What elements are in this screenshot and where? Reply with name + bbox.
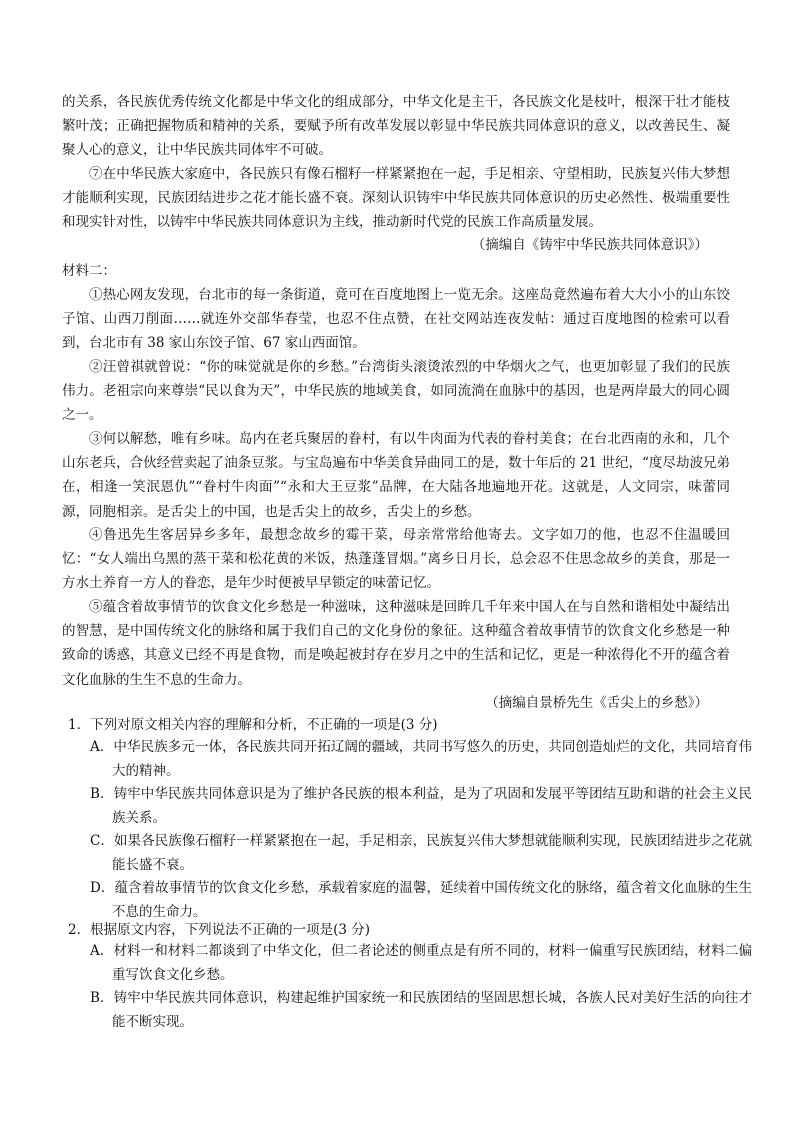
material1-paragraph-7: ⑦在中华民族大家庭中，各民族只有像石榴籽一样紧紧抱在一起，手足相亲、守望相助，民族复兴伟大梦想才能顺利实现，民族团结进步之花才能长盛不衰。深刻认识铸牢中华民族共同体意识的历史必然性、极端重要性和现实针对性，以铸牢中华民族共同体意识为主线，推动新时代党的民族工作高质量发展。 [62,166,730,231]
material2-paragraph-3: ③何以解愁，唯有乡味。岛内在老兵聚居的眷村，有以牛肉面为代表的眷村美食；在台北西南的永和，几个山东老兵，合伙经营卖起了油条豆浆。与宝岛遍布中华美食异曲同工的是，数十年后的 21 世纪，“度尽劫波兄弟在，相逢一笑泯恩仇”“眷村牛肉面”“永和大王豆浆”品牌，在大陆各地遍地开花。这就是，人文同宗，味蕾同源，同胞相亲。是舌尖上的中国，也是舌尖上的故乡，舌尖上的乡愁。 [62,431,730,520]
question-2-option-a: A．材料一和材料二都谈到了中华文化，但二者论述的侧重点是有所不同的，材料一偏重写民族团结，材料二偏重写饮食文化乡愁。 [90,943,752,983]
material1-source: （摘编自《铸牢中华民族共同体意识》） [471,237,708,253]
material1-paragraph-continued: 的关系，各民族优秀传统文化都是中华文化的组成部分，中华文化是主干，各民族文化是枝叶，根深干壮才能枝繁叶茂；正确把握物质和精神的关系，要赋予所有改革发展以彰显中华民族共同体意识的意义，以改善民生、凝聚人心的意义，让中华民族共同体牢不可破。 [62,94,730,159]
material2-paragraph-4: ④鲁迅先生客居异乡多年，最想念故乡的霉干菜，母亲常常给他寄去。文字如刀的他，也忍不住温暖回忆：“女人端出乌黑的蒸干菜和松花黄的米饭，热蓬蓬冒烟。”离乡日月长，总会忍不住思念故乡的美食，那是一方水土养育一方人的眷恋，是年少时便被早早锁定的味蕾记忆。 [62,527,730,592]
material2-paragraph-1: ①热心网友发现，台北市的每一条街道，竟可在百度地图上一览无余。这座岛竟然遍布着大大小小的山东饺子馆、山西刀削面……就连外交部华春莹，也忍不住点赞，在社交网站连夜发帖：通过百度地图的检索可以看到，台北市有 38 家山东饺子馆、67 家山西面馆。 [62,287,730,352]
question-2-stem: 2．根据原文内容，下列说法不正确的一项是(3 分) [68,922,371,938]
question-1-stem: 1．下列对原文相关内容的理解和分析，不正确的一项是(3 分) [68,717,438,733]
material2-label: 材料二： [62,263,116,279]
question-2-option-b: B．铸牢中华民族共同体意识，构建起维护国家统一和民族团结的坚固思想长城，各族人民对美好生活的向往才能不断实现。 [90,990,752,1030]
question-1-option-c: C．如果各民族像石榴籽一样紧紧抱在一起，手足相亲，民族复兴伟大梦想就能顺利实现，民族团结进步之花就能长盛不衰。 [90,833,752,873]
question-1-option-b: B．铸牢中华民族共同体意识是为了维护各民族的根本利益，是为了巩固和发展平等团结互助和谐的社会主义民族关系。 [90,786,752,826]
material2-paragraph-5: ⑤蕴含着故事情节的饮食文化乡愁是一种滋味，这种滋味是回眸几千年来中国人在与自然和谐相处中凝结出的智慧，是中国传统文化的脉络和属于我们自己的文化身份的象征。这种蕴含着故事情节的饮食文化乡愁是一种致命的诱惑，其意义已经不再是食物，而是唤起被封存在岁月之中的生活和记忆，更是一种浓得化不开的蕴含着文化血脉的生生不息的生命力。 [62,599,730,688]
material2-paragraph-2: ②汪曾祺就曾说：“你的味觉就是你的乡愁。”台湾街头滚烫浓烈的中华烟火之气，也更加彰显了我们的民族伟力。老祖宗向来尊崇“民以食为天”，中华民族的地域美食，如同流淌在血脉中的基因，也是两岸最大的同心圆之一。 [62,359,730,424]
question-1-option-d: D．蕴含着故事情节的饮食文化乡愁，承载着家庭的温馨，延续着中国传统文化的脉络，蕴含着文化血脉的生生不息的生命力。 [90,880,752,920]
question-1-option-a: A．中华民族多元一体，各民族共同开拓辽阔的疆域，共同书写悠久的历史，共同创造灿烂的文化，共同培育伟大的精神。 [90,739,752,779]
material2-source: （摘编自景桥先生《舌尖上的乡愁》） [485,695,708,711]
